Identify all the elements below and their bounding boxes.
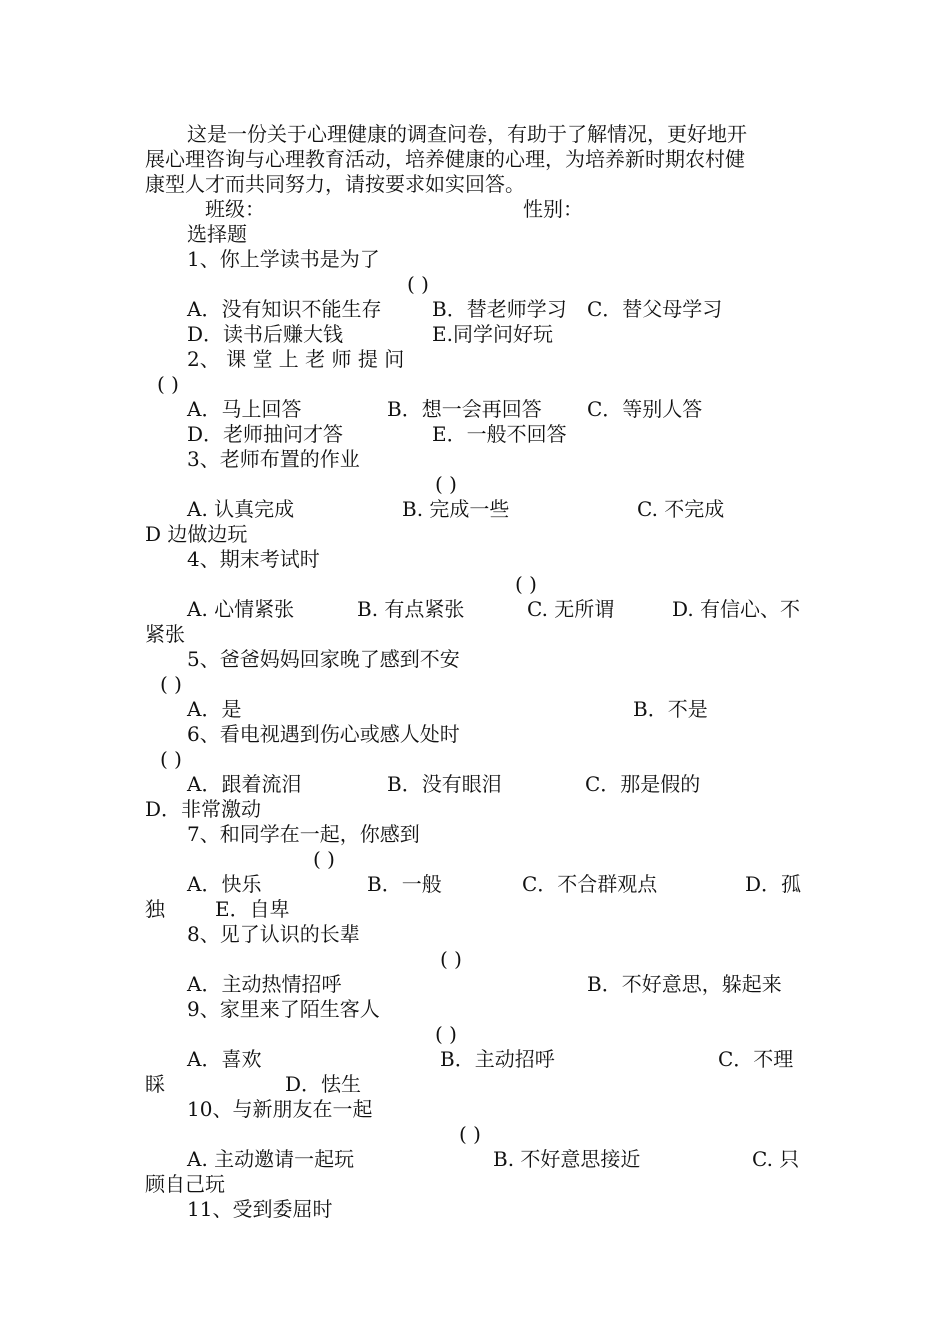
- option: A．主动热情招呼: [187, 972, 342, 996]
- text-segment: 7、和同学在一起，你感到: [187, 822, 420, 846]
- text-segment: 4、期末考试时: [187, 547, 320, 571]
- option-row: [145, 1172, 810, 1197]
- option: 顾自己玩: [145, 1172, 225, 1196]
- text-segment: ( ): [407, 272, 429, 296]
- text-segment: ( ): [313, 847, 335, 871]
- option: A. 认真完成: [187, 497, 295, 521]
- text-segment: 6、看电视遇到伤心或感人处时: [187, 722, 460, 746]
- option: B．没有眼泪: [387, 772, 502, 796]
- question-title: [145, 822, 810, 847]
- option: A．快乐: [187, 872, 262, 896]
- text-segment: 选择题: [187, 222, 247, 246]
- text-segment: ( ): [160, 747, 182, 771]
- class-label: 班级：: [205, 197, 265, 221]
- text-segment: 3、老师布置的作业: [187, 447, 360, 471]
- option-row: [145, 797, 810, 822]
- answer-parentheses: [145, 472, 810, 497]
- option: D 边做边玩: [145, 522, 248, 546]
- option: B．不好意思，躲起来: [587, 972, 782, 996]
- intro-line-2: 展心理咨询与心理教育活动，培养健康的心理，为培养新时期农村健: [145, 147, 745, 171]
- question-title: [145, 647, 810, 672]
- text-segment: ( ): [160, 672, 182, 696]
- question-title: [145, 547, 810, 572]
- option: E．自卑: [215, 897, 290, 921]
- text-segment: 9、家里来了陌生客人: [187, 997, 380, 1021]
- option: B. 不好意思接近: [493, 1147, 641, 1171]
- option: C. 无所谓: [527, 597, 615, 621]
- text-segment: ( ): [515, 572, 537, 596]
- option: D．老师抽问才答: [187, 422, 344, 446]
- text-segment: ( ): [459, 1122, 481, 1146]
- text-segment: 5、爸爸妈妈回家晚了感到不安: [187, 647, 460, 671]
- answer-parentheses: [145, 847, 810, 872]
- question-title: [145, 247, 810, 272]
- text-segment: 1、你上学读书是为了: [187, 247, 380, 271]
- text-segment: 11、受到委屈时: [187, 1197, 333, 1221]
- text-segment: 2、 课 堂 上 老 师 提 问: [187, 347, 405, 371]
- option: E．一般不回答: [432, 422, 567, 446]
- answer-parentheses: [145, 372, 810, 397]
- option: A．跟着流泪: [187, 772, 302, 796]
- option-row: [145, 622, 810, 647]
- option: A．喜欢: [187, 1047, 262, 1071]
- option: A．没有知识不能生存: [187, 297, 382, 321]
- answer-parentheses: [145, 672, 810, 697]
- option-row: [145, 497, 810, 522]
- option: E.同学问好玩: [432, 322, 553, 346]
- option-row: [145, 697, 810, 722]
- option-row: [145, 1047, 810, 1072]
- option: B．不是: [633, 697, 708, 721]
- text-segment: 10、与新朋友在一起: [187, 1097, 373, 1121]
- option: B. 完成一些: [402, 497, 510, 521]
- option: D．怯生: [285, 1072, 362, 1096]
- option: B. 有点紧张: [357, 597, 465, 621]
- option: C. 只: [752, 1147, 800, 1171]
- option: B．替老师学习: [432, 297, 567, 321]
- question-title: [145, 1097, 810, 1122]
- option: A．马上回答: [187, 397, 302, 421]
- option: C. 不完成: [637, 497, 725, 521]
- section-title: [145, 222, 810, 247]
- option: 睬: [145, 1072, 165, 1096]
- text-segment: 8、见了认识的长辈: [187, 922, 360, 946]
- option-row: [145, 872, 810, 897]
- intro-line-3: 康型人才而共同努力，请按要求如实回答。: [145, 172, 525, 196]
- option: B．一般: [367, 872, 442, 896]
- text-segment: ( ): [157, 372, 179, 396]
- info-row: [145, 197, 810, 222]
- question-title: [145, 347, 810, 372]
- option-row: [145, 1072, 810, 1097]
- option: A．是: [187, 697, 242, 721]
- option-row: [145, 322, 810, 347]
- option: C．等别人答: [587, 397, 703, 421]
- question-title: [145, 1197, 810, 1222]
- option: C．不合群观点: [522, 872, 658, 896]
- option: B．想一会再回答: [387, 397, 542, 421]
- text-segment: ( ): [435, 1022, 457, 1046]
- option: 紧张: [145, 622, 185, 646]
- option-row: [145, 397, 810, 422]
- option-row: [145, 597, 810, 622]
- option: 独: [145, 897, 165, 921]
- answer-parentheses: [145, 572, 810, 597]
- option: D．非常激动: [145, 797, 262, 821]
- question-title: [145, 997, 810, 1022]
- option: C．替父母学习: [587, 297, 723, 321]
- option: D．读书后赚大钱: [187, 322, 344, 346]
- question-title: [145, 447, 810, 472]
- answer-parentheses: [145, 1122, 810, 1147]
- answer-parentheses: [145, 947, 810, 972]
- text-segment: ( ): [440, 947, 462, 971]
- option: A. 心情紧张: [187, 597, 295, 621]
- answer-parentheses: [145, 1022, 810, 1047]
- option: D．孤: [745, 872, 802, 896]
- question-title: [145, 922, 810, 947]
- option-row: [145, 1147, 810, 1172]
- option: A. 主动邀请一起玩: [187, 1147, 355, 1171]
- option: B．主动招呼: [440, 1047, 555, 1071]
- option: C．不理: [718, 1047, 794, 1071]
- option-row: [145, 297, 810, 322]
- answer-parentheses: [145, 747, 810, 772]
- gender-label: 性别：: [523, 197, 583, 221]
- survey-content: [145, 122, 810, 1222]
- answer-parentheses: [145, 272, 810, 297]
- intro-line-1: 这是一份关于心理健康的调查问卷，有助于了解情况，更好地开: [187, 122, 747, 146]
- option-row: [145, 422, 810, 447]
- option: C．那是假的: [585, 772, 701, 796]
- option-row: [145, 772, 810, 797]
- text-segment: ( ): [435, 472, 457, 496]
- option-row: [145, 972, 810, 997]
- option: D. 有信心、不: [672, 597, 801, 621]
- question-title: [145, 722, 810, 747]
- option-row: [145, 522, 810, 547]
- option-row: [145, 897, 810, 922]
